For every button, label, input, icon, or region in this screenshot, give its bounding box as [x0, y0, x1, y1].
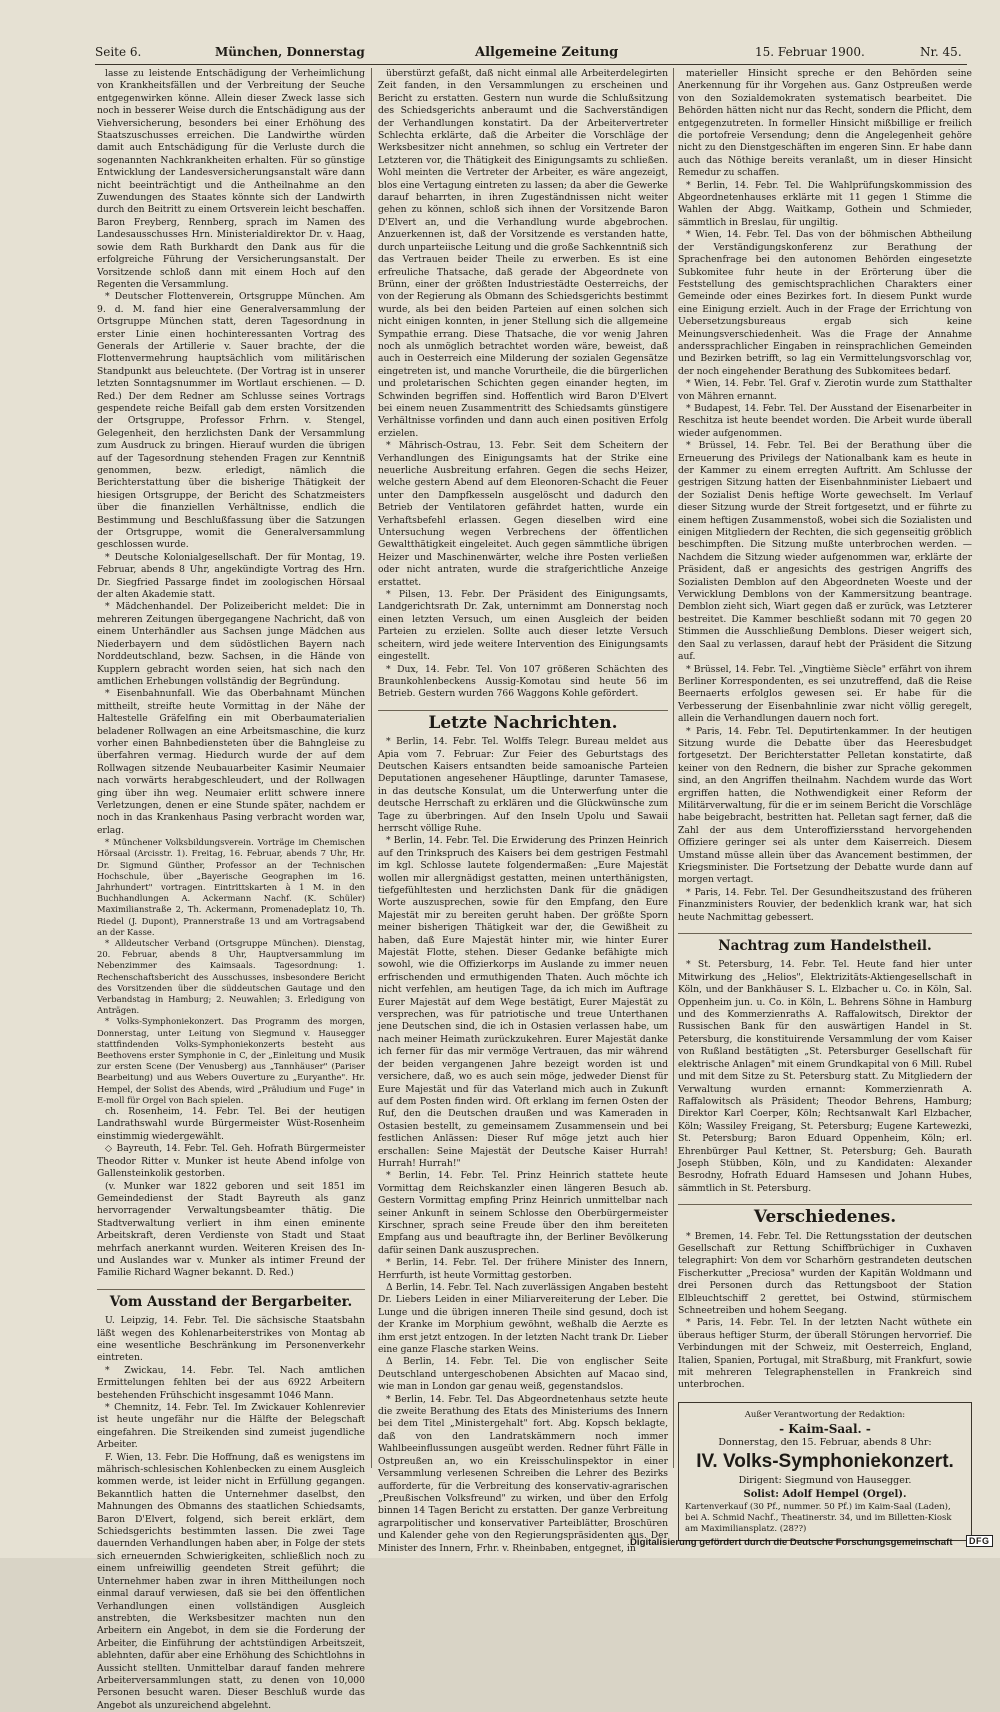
- paragraph: U. Leipzig, 14. Febr. Tel. Die sächsische Staatsbahn läßt wegen des Kohlenarbeiterstrikes von Montag ab eine wesentliche Beschränkung im Personenverkehr eintreten.: [97, 1315, 365, 1364]
- paragraph: Δ Berlin, 14. Febr. Tel. Die von englischer Seite Deutschland untergeschobenen Absichten auf Macao sind, wie man in London gar genau weiß, gegenstandslos.: [378, 1356, 668, 1393]
- issue-date: 15. Februar 1900.: [755, 45, 865, 59]
- paragraph: * Berlin, 14. Febr. Tel. Wolffs Telegr. Bureau meldet aus Apia vom 7. Februar: Zur Feier des Geburtstags des Deutschen Kaisers entsandten beide samoanische Parteien Deputationen angesehener Häuptlinge, darunter Tamasese, in das deutsche Konsulat, um die Unterwerfung unter die deutsche Herrschaft zu erklären und die Glückwünsche zum Tage zu überbringen. Auf den Inseln Upolu und Sawaii herrscht völlige Ruhe.: [378, 736, 668, 834]
- paragraph: * Münchener Volksbildungsverein. Vorträge im Chemischen Hörsaal (Arcisstr. 1). Freitag, 16. Februar, abends 7 Uhr, Hr. Dr. Sigmund Günther, Professor an der Technischen Hochschule, über „Bayerische Geographen im 16. Jahrhundert" vortragen. Eintrittskarten à 1 M. in den Buchhandlungen A. Ackermann Nachf. (K. Schüler) Maximilianstraße 2, Th. Ackermann, Promenadeplatz 10, Th. Riedel (J. Dupont), Prannerstraße 13 und am Vortragsabend an der Kasse.: [97, 837, 365, 937]
- paragraph: * Paris, 14. Febr. Tel. In der letzten Nacht wüthete ein überaus heftiger Sturm, der überall Störungen hervorrief. Die Verbindungen mit der Schweiz, mit Oesterreich, England, Italien, Spanien, Portugal, mit Straßburg, mit Frankfurt, sowie mit mehreren Telegraphenstellen in Frankreich sind unterbrochen.: [678, 1317, 972, 1391]
- paragraph: * Berlin, 14. Febr. Tel. Das Abgeordnetenhaus setzte heute die zweite Berathung des Etats des Ministeriums des Innern bei dem Titel „Ministergehalt" fort. Abg. Kopsch beklagte, daß von den Landratskämmern noch immer Wahlbeeinflussungen ausgeübt werden. Redner führt Fälle in Ostpreußen an, wo ein Kreisschulinspektor in einer Versammlung verlesenen Schreiben die Lehrer des Bezirks aufforderte, für die Verbreitung des konservativ-agrarischen „Preußischen Volksfreund" zu wirken, und über den Erfolg binnen 14 Tagen Bericht zu erstatten. Der ganze Verbreitung agrarpolitischer und konservativer Parteiblätter, Broschüren und Kalender gehe von den Regierungspräsidenten aus. Der Minister des Innern, Frhr. v. Rheinbaben, entgegnet, in: [378, 1393, 668, 1554]
- ad-date: Donnerstag, den 15. Februar, abends 8 Uhr:: [718, 1436, 932, 1448]
- concert-advertisement: [678, 1402, 972, 1541]
- paragraph: * Mährisch-Ostrau, 13. Febr. Seit dem Scheitern der Verhandlungen des Einigungsamts hat der Strike eine neuerliche Ausbreitung erfahren. Gegen die sechs Heizer, welche gestern Abend auf dem Eleonoren-Schacht die Feuer unter den Dampfkesseln ausgelöscht und dadurch den Betrieb der Ventilatoren gefährdet hatten, wurde ein Verhaftsbefehl erlassen. Gegen dieselben wird eine Untersuchung wegen Verbrechens der öffentlichen Gewaltthätigkeit eingeleitet. Auch gegen sämmtliche übrigen Heizer und Maschinenwärter, welche ihre Posten verließen oder nicht antraten, wurde die strafgerichtliche Anzeige erstattet.: [378, 440, 668, 588]
- paragraph: * Wien, 14. Febr. Tel. Graf v. Zierotin wurde zum Statthalter von Mähren ernannt.: [678, 378, 972, 402]
- column-divider: [673, 68, 674, 1468]
- paragraph: lasse zu leistende Entschädigung der Verheimlichung von Krankheitsfällen und der Verbreitung der Seuche entgegenwirken könne. Allein dieser Zweck lasse sich noch in besserer Weise durch die Entschädigung aus der Viehversicherung, besonders bei einer Erhöhung des Staatszuschusses erreichen. Die Landwirthe würden damit auch Entschädigung für die Verluste durch die sogenannten Nachkrankheiten erhalten. Für so günstige Entwicklung der Landesversicherungsanstalt wäre dann nicht beeinträchtigt und die Antheilnahme an den Zuwendungen des Staates könnte sich der Landwirth durch den Beitritt zu einem Ortsverein leicht beschaffen. Baron Freyberg, Rennberg, sprach im Namen des Landesausschusses Hrn. Ministerialdirektor Dr. v. Haag, sowie dem Rath Burkhardt den Dank aus für die erfolgreiche Führung der Versicherungsanstalt. Der Vorsitzende schloß dann mit einem Hoch auf den Regenten die Versammlung.: [97, 68, 365, 290]
- ad-disclaimer: Außer Verantwortung der Redaktion:: [744, 1409, 906, 1420]
- ad-conductor: Dirigent: Siegmund von Hausegger.: [738, 1474, 912, 1486]
- paragraph: * Paris, 14. Febr. Tel. Der Gesundheitszustand des früheren Finanzministers Rouvier, der bedenklich krank war, hat sich heute Nachmittag gebessert.: [678, 886, 972, 923]
- column-3: [678, 68, 972, 1534]
- section-heading: Verschiedenes.: [678, 1204, 972, 1223]
- paragraph: überstürzt gefaßt, daß nicht einmal alle Arbeiterdelegirten Zeit fanden, in den Versammlungen zu erscheinen und Bericht zu erstatten. Gestern nun wurde die Schlußsitzung des Schiedsgerichts anberaumt und die Sachverständigen der Verhandlungen konstatirt. Da der Arbeitervertreter Schlechta erklärte, daß die Arbeiter die Vorschläge der Werksbesitzer nicht annehmen, so schlug ein Vertreter der Letzteren vor, die Thätigkeit des Einigungsamts zu schließen. Wohl meinten die Vertreter der Arbeiter, es wäre angezeigt, blos eine Vertagung eintreten zu lassen; da aber die Gewerke darauf beharrten, in ihren Zugeständnissen nicht weiter gehen zu können, schloß sich ihnen der Vorsitzende Baron D'Elvert an, und die Verhandlung wurde abgebrochen. Anzuerkennen ist, daß der Vorsitzende es verstanden hatte, durch unparteiische Leitung und die große Sachkenntniß sich das Vertrauen beider Theile zu erwerben. Es ist eine erfreuliche Thatsache, daß gerade der Abgeordnete von Brünn, einer der größten Industriestädte Oesterreichs, der von der Regierung als Obmann des Schiedsgerichts bestimmt wurde, als bei den beiden Parteien auf einen solchen sich nicht einigen konnten, in jener Stellung sich die allgemeine Sympathie errang. Diese Thatsache, die vor wenig Jahren noch als unmöglich betrachtet worden wäre, beweist, daß auch in Oesterreich eine Milderung der sozialen Gegensätze eingetreten ist, und manche Vorurtheile, die die bürgerlichen und proletarischen Schichten gegen einander hegten, im Schwinden begriffen sind. Hoffentlich wird Baron D'Elvert bei einem neuen Zusammentritt des Schiedsamts günstigere Verhältnisse vorfinden und dann auch einen positiven Erfolg erzielen.: [378, 68, 668, 439]
- paragraph: * Dux, 14. Febr. Tel. Von 107 größeren Schächten des Braunkohlenbeckens Aussig-Komotau sind heute 56 im Betrieb. Gestern wurden 766 Waggons Kohle gefördert.: [378, 663, 668, 700]
- paragraph: * Paris, 14. Febr. Tel. Deputirtenkammer. In der heutigen Sitzung wurde die Debatte über das Heeresbudget fortgesetzt. Der Berichterstatter Pelletan konstatirte, daß keiner von den Rednern, die bisher zur Sprache gekommen sind, an den Angriffen theilnahm. Nachdem wurde das Wort ergriffen hatten, die Nothwendigkeit einer Reform der Militärverwaltung, für die er im seinem Bericht die Vorschläge habe beigebracht, bestritten hat. Pelletan sagt ferner, daß die Zahl der aus dem Unteroffiziersstand hervorgehenden Offiziere geringer sei als unter dem Kaiserreich. Diesem Umstand müsse allein über das Avancement bestimmen, der Kriegsminister. Die Fortsetzung der Debatte wurde dann auf morgen vertagt.: [678, 725, 972, 886]
- paragraph: * Pilsen, 13. Febr. Der Präsident des Einigungsamts, Landgerichtsrath Dr. Zak, unternimmt am Donnerstag noch einen letzten Versuch, um einen Ausgleich der beiden Parteien zu erzielen. Sollte auch dieser letzte Versuch scheitern, wird jede weitere Intervention des Einigungsamts eingestellt.: [378, 589, 668, 663]
- paragraph: * Eisenbahnunfall. Wie das Oberbahnamt München mittheilt, streifte heute Vormittag in der Nähe der Haltestelle Gräfelfing ein mit Oberbaumaterialien beladener Rollwagen an eine Arbeitsmaschine, die kurz vorher einen Bahnbediensteten über die Bahngleise zu überfahren vermag. Hiedurch wurde der auf dem Rollwagen sitzende Neubauarbeiter Kasimir Neumaier nach vorwärts herabgeschleudert, und der Rollwagen ging über ihn weg. Neumaier erlitt schwere innere Verletzungen, denen er eine Stunde später, nachdem er noch in das Krankenhaus Pasing verbracht worden war, erlag.: [97, 688, 365, 836]
- digitization-footer: [630, 1535, 1000, 1555]
- column-2: [378, 68, 668, 1554]
- paragraph: * Volks-Symphoniekonzert. Das Programm des morgen, Donnerstag, unter Leitung von Siegmund v. Hausegger stattfindenden Volks-Symphoniekonzerts besteht aus Beethovens erster Symphonie in C, der „Einleitung und Musik zur ersten Scene (Der Venusberg) aus „Tannhäuser" (Pariser Bearbeitung) und aus Webers Ouverture zu „Euryanthe". Hr. Hempel, der Solist des Abends, wird „Präludium und Fuge" in E-moll für Orgel von Bach spielen.: [97, 1016, 365, 1105]
- paragraph: * Deutsche Kolonialgesellschaft. Der für Montag, 19. Februar, abends 8 Uhr, angekündigte Vortrag des Hrn. Dr. Siegfried Passarge findet im zoologischen Hörsaal der alten Akademie statt.: [97, 551, 365, 601]
- paragraph: * Alldeutscher Verband (Ortsgruppe München). Dienstag, 20. Februar, abends 8 Uhr, Hauptversammlung im Nebenzimmer des Kaimsaals. Tagesordnung: 1. Rechenschaftsbericht des Ausschusses, insbesondere Bericht des Vorsitzenden über die süddeutschen Gautage und den Verbandstag in Hamburg; 2. Neuwahlen; 3. Erledigung von Anträgen.: [97, 938, 365, 1016]
- column-divider: [371, 68, 372, 1468]
- paragraph: * Bremen, 14. Febr. Tel. Die Rettungsstation der deutschen Gesellschaft zur Rettung Schiffbrüchiger in Cuxhaven telegraphirt: Von dem vor Scharhörn gestrandeten deutschen Fischerkutter „Preciosa" wurden der Kapitän Woldmann und drei Personen durch das Rettungsboot der Station Elbleuchtschiff 2 gerettet, bei Ostwind, stürmischem Schneetreiben und hohem Seegang.: [678, 1230, 972, 1316]
- paragraph: * Berlin, 14. Febr. Tel. Der frühere Minister des Innern, Herrfurth, ist heute Vormittag gestorben.: [378, 1257, 668, 1281]
- paragraph: * Berlin, 14. Febr. Tel. Die Wahlprüfungskommission des Abgeordnetenhauses erklärte mit 11 gegen 1 Stimme die Wahlen der Abgg. Waitkamp, Gothein und Schmieder, sämmtlich in Breslau, für ungiltig.: [678, 179, 972, 228]
- paragraph: * Berlin, 14. Febr. Tel. Die Erwiderung des Prinzen Heinrich auf den Trinkspruch des Kaisers bei dem gestrigen Festmahl im kgl. Schlosse lautete folgendermaßen: „Eure Majestät wollen mir allergnädigst gestatten, meinen unterthänigsten, tiefgefühltesten und herzlichsten Dank für die gnädigen Worte auszusprechen, sowie für den Empfang, den Eure Majestät mir zu bereiten geruht haben. Der größte Sporn meiner bisherigen Thätigkeit war der, die Gewißheit zu haben, daß Eure Majestät hinter mir, wie hinter Eurer Majestät Flotte, stehen. Dieser Gedanke befähigte mich sowohl, wie die Offizierkorps im Auslande zu immer neuen erfrischenden und ermuthigenden Thaten. Auch möchte ich nicht verfehlen, am heutigen Tage, da ich mich im Auftrage Eurer Majestät auf dem Wege bestätigt, Eurer Majestät zu versprechen, was für patriotische und treue Unterthanen jene Deutschen sind, die ich in Ostasien verlassen habe, um nach meiner Heimath zurückzukehren. Eurer Majestät danke ich ferner für das mir vermöge Vertrauen, das mir während der beiden vergangenen Jahre bezeigt worden ist und versichere, daß, wo es auch sein möge, jedweder Dienst für Eure Majestät und für das Vaterland mich auch in Zukunft auf dem Posten finden wird. Oft erklang im fernen Osten der Ruf, den die Deutschen draußen und was Kameraden in Ostasien bestellt, zu gemeinsamem Zusammensein und bei festlichen Anlässen: Dieser Ruf möge jetzt auch hier erschallen: Seine Majestät der Deutsche Kaiser Hurrah! Hurrah! Hurrah!": [378, 835, 668, 1169]
- paragraph: (v. Munker war 1822 geboren und seit 1851 im Gemeindedienst der Stadt Bayreuth als ganz hervorragender Verwaltungsbeamter thätig. Die Stadtverwaltung verliert in ihm einen eminente Arbeitskraft, deren Verdienste von Stadt und Staat mehrfach anerkannt wurden. Weiteren Kreisen des In- und Auslandes war v. Munker als intimer Freund der Familie Richard Wagner bekannt. D. Red.): [97, 1180, 365, 1279]
- paragraph: * Zwickau, 14. Febr. Tel. Nach amtlichen Ermittelungen fehlten bei der aus 6922 Arbeitern bestehenden Frühschicht insgesammt 1046 Mann.: [97, 1364, 365, 1401]
- paragraph: * Brüssel, 14. Febr. Tel. „Vingtième Siècle" erfährt von ihrem Berliner Korrespondenten, es sei unzutreffend, daß die Reise Beernaerts erfolglos gewesen sei. Er habe für die Verbesserung der Eisenbahnlinie zwar nicht völlig geregelt, allein die Verhandlungen dauern noch fort.: [678, 663, 972, 725]
- paragraph: * Chemnitz, 14. Febr. Tel. Im Zwickauer Kohlenrevier ist heute ungefähr nur die Hälfte der Belegschaft eingefahren. Die Streikenden sind zumeist jugendliche Arbeiter.: [97, 1402, 365, 1451]
- ad-soloist: Solist: Adolf Hempel (Orgel).: [743, 1488, 907, 1500]
- paragraph: * Budapest, 14. Febr. Tel. Der Ausstand der Eisenarbeiter in Reschitza ist heute beendet worden. Die Arbeit wurde überall wieder aufgenommen.: [678, 402, 972, 439]
- page-number: Seite 6.: [95, 45, 142, 59]
- paragraph: * Deutscher Flottenverein, Ortsgruppe München. Am 9. d. M. fand hier eine Generalversammlung der Ortsgruppe München statt, deren Tagesordnung in erster Linie einen hochinteressanten Vortrag des Generals der Artillerie v. Sauer brachte, der die Flottenvermehrung hauptsächlich vom militärischen Standpunkt aus beleuchtete. (Der Vortrag ist in unserer letzten Sonntagsnummer im Wortlaut erschienen. — D. Red.) Der dem Redner am Schlusse seines Vortrags gespendete reiche Beifall gab dem ersten Vorsitzenden der Ortsgruppe, Professor Frhrn. v. Stengel, Gelegenheit, den herzlichsten Dank der Versammlung zum Ausdruck zu bringen. Hierauf wurden die übrigen auf der Tagesordnung stehenden Fragen zur Kenntniß genommen, bezw. erledigt, nämlich die Berichterstattung über die bisherige Thätigkeit der hiesigen Ortsgruppe, der Bericht des Schatzmeisters über die finanziellen Verhältnisse, endlich die Bestimmung und Beschlußfassung über die Satzungen der Ortsgruppe, womit die Generalversammlung geschlossen wurde.: [97, 291, 365, 551]
- ad-venue: - Kaim-Saal. -: [779, 1421, 871, 1436]
- footer-text: Digitalisierung gefördert durch die Deutsche Forschungsgemeinschaft: [630, 1537, 953, 1548]
- newspaper-title: Allgemeine Zeitung: [475, 45, 619, 60]
- paragraph: materieller Hinsicht spreche er den Behörden seine Anerkennung für ihr Vorgehen aus. Ganz Ostpreußen werde von den Sozialdemokraten systematisch bearbeitet. Die Behörden hätten nicht nur das Recht, sondern die Pflicht, dem entgegenzutreten. In formeller Hinsicht mißbillige er freilich die portofreie Versendung; denn die Angelegenheit gehöre nicht zu den Dienstgeschäften im engeren Sinn. Er habe dann auch das Nöthige bereits veranlaßt, um in dieser Hinsicht Remedur zu schaffen.: [678, 68, 972, 179]
- section-heading: Vom Ausstand der Bergarbeiter.: [97, 1289, 365, 1308]
- paragraph: * Brüssel, 14. Febr. Tel. Bei der Berathung über die Erneuerung des Privilegs der Nationalbank kam es heute in der Kammer zu einem erregten Auftritt. Am Schlusse der gestrigen Sitzung hatten der Eisenbahnminister Liebaert und der Sozialist Denis heftige Worte gewechselt. Im Verlauf dieser Sitzung wurde der Streit fortgesetzt, und er führte zu einem heftigen Zusammenstoß, wobei sich die Sozialisten und einigen Mitgliedern der Rechten, die sich gegenseitig gröblich beschimpften. Die Sitzung mußte unterbrochen werden. — Nachdem die Sitzung wieder aufgenommen war, erklärte der Präsident, daß er angesichts des gestrigen Angriffs des Sozialisten Demblon auf den Abgeordneten Woeste und der Verwicklung Demblons von der Kammersitzung beantrage. Demblon zieht sich, Wiart gegen daß er zurück, was Letzterer bestreitet. Die Kammer beschließt sodann mit 70 gegen 20 Stimmen die Ausschließung Demblons. Dieser weigert sich, den Saal zu verlassen, darauf hebt der Präsident die Sitzung auf.: [678, 440, 972, 663]
- paragraph: * Mädchenhandel. Der Polizeibericht meldet: Die in mehreren Zeitungen übergegangene Nachricht, daß von einem Unterhändler aus Sachsen junge Mädchen aus Niederbayern und dem südöstlichen Bayern nach Norddeutschland, bezw. Sachsen, in die Hände von Kupplern gebracht worden seien, hat sich nach den amtlichen Erhebungen vollständig der Begründung.: [97, 601, 365, 687]
- page-header: [95, 42, 967, 65]
- ad-title: IV. Volks-Symphoniekonzert.: [696, 1450, 954, 1472]
- paragraph: ◇ Bayreuth, 14. Febr. Tel. Geh. Hofrath Bürgermeister Theodor Ritter v. Munker ist heute Abend infolge von Gallensteinkolik gestorben.: [97, 1143, 365, 1180]
- section-heading: Letzte Nachrichten.: [378, 710, 668, 729]
- paragraph: ch. Rosenheim, 14. Febr. Tel. Bei der heutigen Landrathswahl wurde Bürgermeister Wüst-Rosenheim einstimmig wiedergewählt.: [97, 1106, 365, 1142]
- paragraph: * St. Petersburg, 14. Febr. Tel. Heute fand hier unter Mitwirkung des „Helios", Elektrizitäts-Aktiengesellschaft in Köln, und der Bankhäuser S. L. Elzbacher u. Co. in Köln, Sal. Oppenheim jun. u. Co. in Köln, L. Behrens Söhne in Hamburg und des Kommerzienraths A. Raffalowitsch, Direktor der Russischen Bank für den auswärtigen Handel in St. Petersburg, die konstituirende Versammlung der vom Kaiser von Rußland bestätigten „St. Petersburger Gesellschaft für elektrische Anlagen" mit einem Grundkapital von 6 Mill. Rubel und mit dem Sitze zu St. Petersburg statt. Zu Mitgliedern der Verwaltung wurden ernannt: Kommerzienrath A. Raffalowitsch als Präsident; Theodor Behrens, Hamburg; Direktor Karl Coerper, Köln; Rechtsanwalt Karl Elzbacher, Köln; Wassiley Freigang, St. Petersburg; Eugene Kartewezki, St. Petersburg; Baron Eduard Oppenheim, Köln; erl. Ehrenbürger Paul Kettner, St. Petersburg; Geh. Baurath Joseph Stübben, Köln, und zu Kandidaten: Alexander Besrodny, Hofrath Eduard Hamsesen und Johann Hubes, sämmtlich in St. Petersburg.: [678, 959, 972, 1194]
- section-heading: Nachtrag zum Handelstheil.: [678, 933, 972, 952]
- dfg-logo: DFG: [966, 1535, 993, 1547]
- issue-number: Nr. 45.: [920, 45, 962, 59]
- paragraph: Δ Berlin, 14. Febr. Tel. Nach zuverlässigen Angaben besteht Dr. Liebers Leiden in einer Miliarvereiterung der Leber. Die Lunge und die übrigen inneren Theile sind gesund, doch ist der Kranke im Morphium gewöhnt, weßhalb die Aerzte es ihm erst jetzt entzogen. In der letzten Nacht trank Dr. Lieber eine ganze Flasche starken Weins.: [378, 1282, 668, 1356]
- paragraph: * Berlin, 14. Febr. Tel. Prinz Heinrich stattete heute Vormittag dem Reichskanzler einen längeren Besuch ab. Gestern Vormittag empfing Prinz Heinrich unmittelbar nach seiner Ankunft in seinem Schlosse den Oberbürgermeister Kirschner, sprach seine Freude über den ihm bereiteten Empfang aus und beauftragte ihn, der Berliner Bevölkerung dafür seinen Dank auszusprechen.: [378, 1170, 668, 1256]
- paragraph: F. Wien, 13. Febr. Die Hoffnung, daß es wenigstens im mährisch-schlesischen Kohlenbecken zu einem Ausgleich kommen werde, ist leider nicht in Erfüllung gegangen. Bekanntlich hatten die Unternehmer daselbst, den Mahnungen des Obmanns des staatlichen Schiedsamts, Baron D'Elvert, folgend, sich bereit erklärt, dem Schiedsgerichts bestimmten lassen. Die zwei Tage dauernden Verhandlungen haben aber, in Folge der stets sich erneuernden Schwierigkeiten, schließlich noch zu einem unfreiwillig geendeten Streit geführt; die Unternehmer haben zwar in ihren Mittheilungen noch einmal darauf verwiesen, daß sie bei den öffentlichen Verhandlungen einen vollständigen Ausgleich anstrebten, die Werksbesitzer machten nun den Arbeitern ein Angebot, in dem sie die Forderung der Arbeiter, die Einführung der achtstündigen Arbeitszeit, ablehnten, dafür aber eine Erhöhung des Schichtlohns in Aussicht stellten. Unmittelbar darauf fanden mehrere Arbeiterversammlungen statt, zu denen von 10,000 Personen besucht waren. Dieser Beschluß wurde das Angebot als unzureichend abgelehnt.: [97, 1451, 365, 1711]
- paragraph: * Wien, 14. Febr. Tel. Das von der böhmischen Abtheilung der Verständigungskonferenz zur Berathung der Sprachenfrage bei den autonomen Behörden eingesetzte Subkomitee fuhr heute in der Erörterung über die Feststellung des gemischtsprachlichen Charakters einer Gemeinde oder eines Bezirkes fort. In diesem Punkt wurde eine Einigung erzielt. Auch in der Frage der Errichtung von Uebersetzungsbureaus ergab sich keine Meinungsverschiedenheit. Was die Frage der Annahme anderssprachlicher Eingaben in reinsprachlichen Gemeinden und Bezirken betrifft, so lag ein Vermittelungsvorschlag vor, der noch eingehender Berathung des Subkomitees bedarf.: [678, 229, 972, 377]
- ad-tickets: Kartenverkauf (30 Pf., nummer. 50 Pf.) im Kaim-Saal (Laden), bei A. Schmid Nachf., Theatinerstr. 34, und im Billetten-Kiosk am Maximiliansplatz. (28??): [685, 1501, 952, 1534]
- city-day: München, Donnerstag: [215, 45, 365, 59]
- column-1: [97, 68, 365, 1711]
